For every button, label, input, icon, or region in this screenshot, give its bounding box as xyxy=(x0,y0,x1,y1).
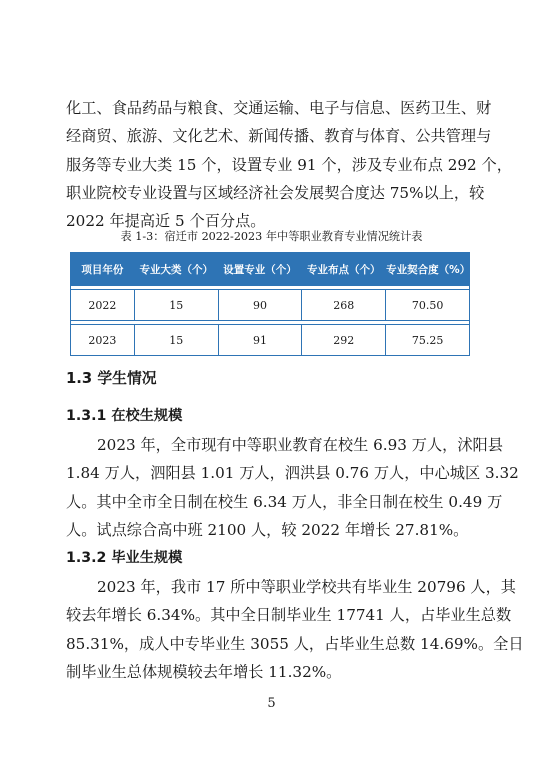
header-year: 项目年份 xyxy=(71,253,135,286)
text-line: 较去年增长 6.34%。其中全日制毕业生 17741 人，占毕业生总数 xyxy=(66,606,512,625)
table-cell: 292 xyxy=(302,325,386,356)
table-row xyxy=(71,290,470,321)
table-header-row xyxy=(71,253,470,286)
text-line: 制毕业生总体规模较去年增长 11.32%。 xyxy=(66,662,342,681)
text-line: 经商贸、旅游、文化艺术、新闻传播、教育与体育、公共管理与 xyxy=(66,127,492,146)
text-line: 2023 年，全市现有中等职业教育在校生 6.93 万人，沭阳县 xyxy=(97,436,503,454)
enrollment-paragraph xyxy=(66,431,519,544)
table-cell: 2022 xyxy=(71,290,135,321)
section-heading-1-3-2: 1.3.2 毕业生规模 xyxy=(66,550,183,566)
text-line: 化工、食品药品与粮食、交通运输、电子与信息、医药卫生、财 xyxy=(66,99,492,117)
table-cell: 90 xyxy=(218,290,302,321)
text-line: 1.84 万人，泗阳县 1.01 万人，泗洪县 0.76 万人，中心城区 3.32 xyxy=(66,464,519,483)
text-line: 职业院校专业设置与区域经济社会发展契合度达 75%以上，较 xyxy=(66,183,485,202)
text-line: 2023 年，我市 17 所中等职业学校共有毕业生 20796 人，其 xyxy=(97,578,516,596)
table-cell: 15 xyxy=(134,325,218,356)
text-line: 85.31%，成人中专毕业生 3055 人，占毕业生总数 14.69%。全日 xyxy=(66,634,524,653)
table-cell: 268 xyxy=(302,290,386,321)
statistics-table xyxy=(70,252,470,356)
header-points: 专业布点（个） xyxy=(302,253,386,286)
page-number: 5 xyxy=(267,696,276,711)
table-cell: 91 xyxy=(218,325,302,356)
header-fit: 专业契合度（%） xyxy=(386,253,470,286)
text-line: 服务等专业大类 15 个，设置专业 91 个，涉及专业布点 292 个， xyxy=(66,155,512,174)
table-caption: 表 1-3：宿迁市 2022-2023 年中等职业教育专业情况统计表 xyxy=(120,230,423,243)
text-line: 2022 年提高近 5 个百分点。 xyxy=(66,212,266,231)
table-cell: 2023 xyxy=(71,325,135,356)
section-heading-1-3: 1.3 学生情况 xyxy=(66,370,157,387)
text-line: 人。其中全市全日制在校生 6.34 万人，非全日制在校生 0.49 万 xyxy=(66,492,503,511)
header-majors: 设置专业（个） xyxy=(218,253,302,286)
section-heading-1-3-1: 1.3.1 在校生规模 xyxy=(66,408,183,424)
table-cell: 15 xyxy=(134,290,218,321)
table-cell: 75.25 xyxy=(386,325,470,356)
table-row xyxy=(71,325,470,356)
graduates-paragraph xyxy=(66,573,524,686)
header-categories: 专业大类（个） xyxy=(134,253,218,286)
table-cell: 70.50 xyxy=(386,290,470,321)
intro-paragraph xyxy=(66,94,512,235)
text-line: 人。试点综合高中班 2100 人，较 2022 年增长 27.81%。 xyxy=(66,520,469,539)
